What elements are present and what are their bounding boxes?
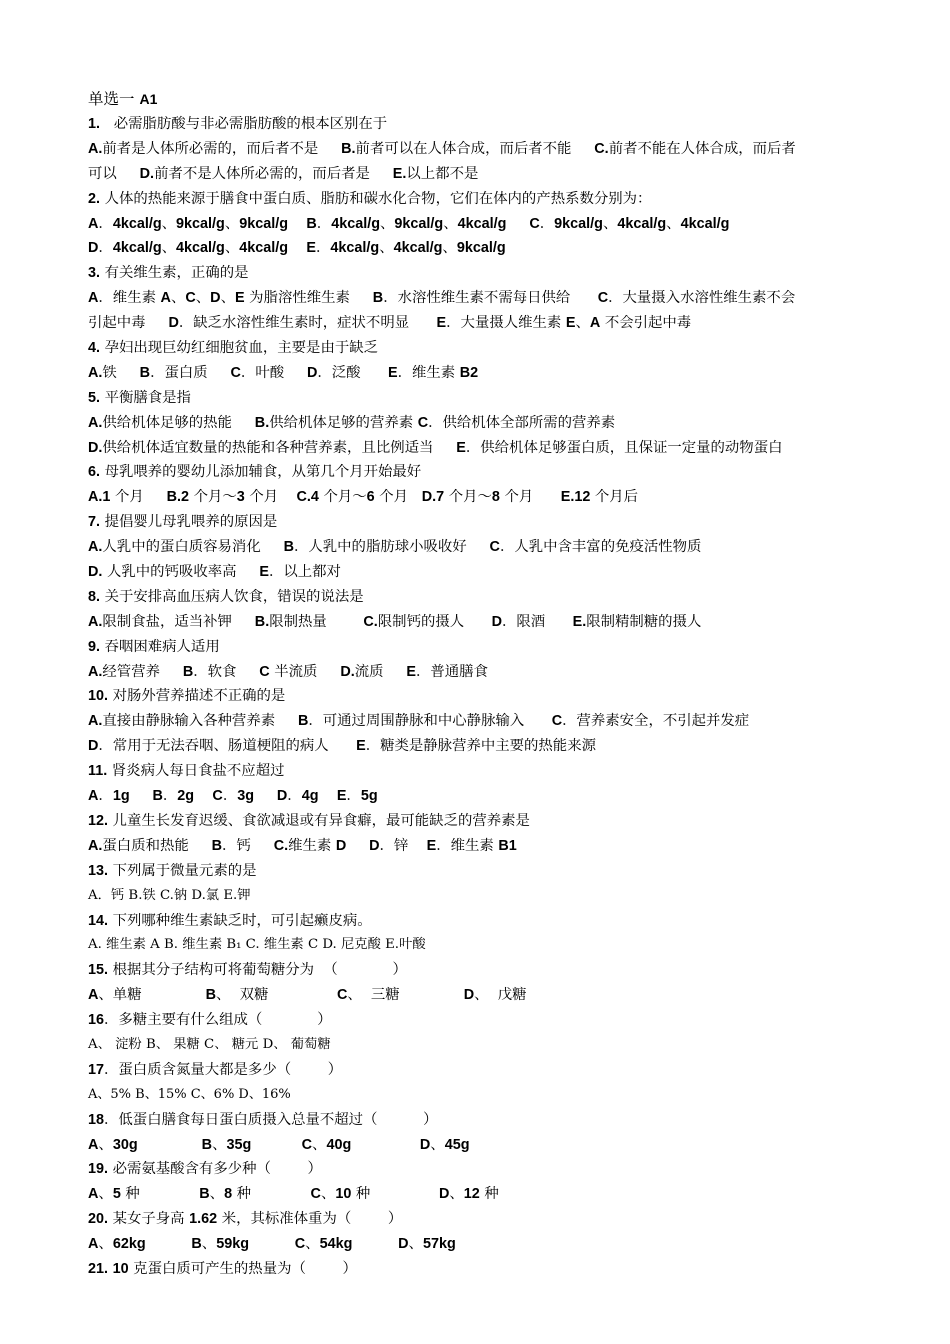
question-stem: 20. 某女子身高 1.62 米，其标准体重为（ ） [88,1211,403,1228]
question-list [88,86,868,1282]
section-title [88,86,868,112]
question-stem: 21. 10 克蛋白质可产生的热量为（ ） [88,1260,357,1277]
section-label: 单选一 [88,90,135,108]
question-stem: 13. 下列属于微量元素的是 [88,862,257,879]
answer-options: A、5% B、15% C、6% D、16% [88,1086,291,1102]
answer-options: A．1g B．2g C．3g D．4g E．5g [88,788,378,805]
question-stem: 14. 下列哪种维生素缺乏时，可引起癞皮病。 [88,912,372,929]
answer-options: A.前者是人体所必需的，而后者不是 B.前者可以在人体合成，而后者不能 C.前者不能在人体合成，而后者 [88,140,796,157]
question-stem: 8. 关于安排高血压病人饮食，错误的说法是 [88,588,364,605]
question-stem: 19. 必需氨基酸含有多少种（ ） [88,1161,322,1178]
question-stem: 9. 吞咽困难病人适用 [88,638,220,655]
answer-options: A、30g B、35g C、40g D、45g [88,1136,470,1153]
question-stem: 3. 有关维生素，正确的是 [88,265,249,282]
answer-options: D. 人乳中的钙吸收率高 E．以上都对 [88,564,341,581]
answer-options: A．钙 B.铁 C.钠 D.氯 E.钾 [88,887,251,903]
question-stem: 12. 儿童生长发育迟缓、食欲减退或有异食癖，最可能缺乏的营养素是 [88,812,530,829]
question-stem: 6. 母乳喂养的婴幼儿添加辅食，从第几个月开始最好 [88,464,422,481]
question-stem: 1. 必需脂肪酸与非必需脂肪酸的根本区别在于 [88,116,388,132]
answer-options: A、62kg B、59kg C、54kg D、57kg [88,1236,456,1253]
answer-options: A.经管营养 B．软食 C 半流质 D.流质 E．普通膳食 [88,663,488,680]
answer-options: A.蛋白质和热能 B．钙 C.维生素 D D．锌 E．维生素 B1 [88,837,517,854]
answer-options: A.直接由静脉输入各种营养素 B．可通过周围静脉和中心静脉输入 C．营养素安全，不引起并发症 [88,713,750,730]
question-stem: 10. 对肠外营养描述不正确的是 [88,688,286,705]
answer-options: A. 维生素 A B. 维生素 B₁ C. 维生素 C D. 尼克酸 E.叶酸 [88,937,426,953]
answer-options: D．4kcal/g、4kcal/g、4kcal/g E．4kcal/g、4kcal/g、9kcal/g [88,240,506,257]
answer-options: A、单糖 B、 双糖 C、 三糖 D、 戊糖 [88,987,527,1004]
answer-options: A.1 个月 B.2 个月～3 个月 C.4 个月～6 个月 D.7 个月～8 个月 E.12 个月后 [88,489,639,506]
section-code: A1 [139,91,158,107]
answer-options: A．维生素 A、C、D、E 为脂溶性维生素 B．水溶性维生素不需每日供给 C．大量摄入水溶性维生素不会 [88,290,796,307]
question-stem: 5. 平衡膳食是指 [88,389,191,406]
answer-options: D．常用于无法吞咽、肠道梗阻的病人 E．糖类是静脉营养中主要的热能来源 [88,738,596,755]
question-stem: 4. 孕妇出现巨幼红细胞贫血，主要是由于缺乏 [88,340,379,357]
question-stem: 18．低蛋白膳食每日蛋白质摄入总量不超过（ ） [88,1111,438,1128]
answer-options: 引起中毒 D．缺乏水溶性维生素时，症状不明显 E．大量摄人维生素 E、A 不会引起中毒 [88,315,692,332]
answer-options: A、5 种 B、8 种 C、10 种 D、12 种 [88,1186,499,1203]
answer-options: A、 淀粉 B、 果糖 C、 糖元 D、 葡萄糖 [88,1036,331,1052]
answer-options: 可以 D.前者不是人体所必需的，而后者是 E.以上都不是 [88,165,479,182]
answer-options: A.人乳中的蛋白质容易消化 B．人乳中的脂肪球小吸收好 C．人乳中含丰富的免疫活性物质 [88,539,702,556]
question-stem: 7. 提倡婴儿母乳喂养的原因是 [88,514,278,531]
question-stem: 15. 根据其分子结构可将葡萄糖分为 （ ） [88,962,407,979]
question-stem: 17．蛋白质含氮量大都是多少（ ） [88,1061,343,1078]
answer-options: A.铁 B．蛋白质 C．叶酸 D．泛酸 E．维生素 B2 [88,364,479,381]
answer-options: A.供给机体足够的热能 B.供给机体足够的营养素 C．供给机体全部所需的营养素 [88,414,616,431]
question-stem: 2. 人体的热能来源于膳食中蛋白质、脂肪和碳水化合物，它们在体内的产热系数分别为： [88,190,652,207]
answer-options: D.供给机体适宜数量的热能和各种营养素，且比例适当 E．供给机体足够蛋白质，且保证一定量的动物蛋白 [88,439,783,456]
answer-options: A．4kcal/g、9kcal/g、9kcal/g B．4kcal/g、9kcal/g、4kcal/g C．9kcal/g、4kcal/g、4kcal/g [88,215,730,232]
answer-options: A.限制食盐，适当补钾 B.限制热量 C.限制钙的摄人 D．限酒 E.限制精制糖的摄人 [88,613,702,630]
question-stem: 11. 肾炎病人每日食盐不应超过 [88,763,285,780]
question-stem: 16．多糖主要有什么组成（ ） [88,1012,332,1029]
